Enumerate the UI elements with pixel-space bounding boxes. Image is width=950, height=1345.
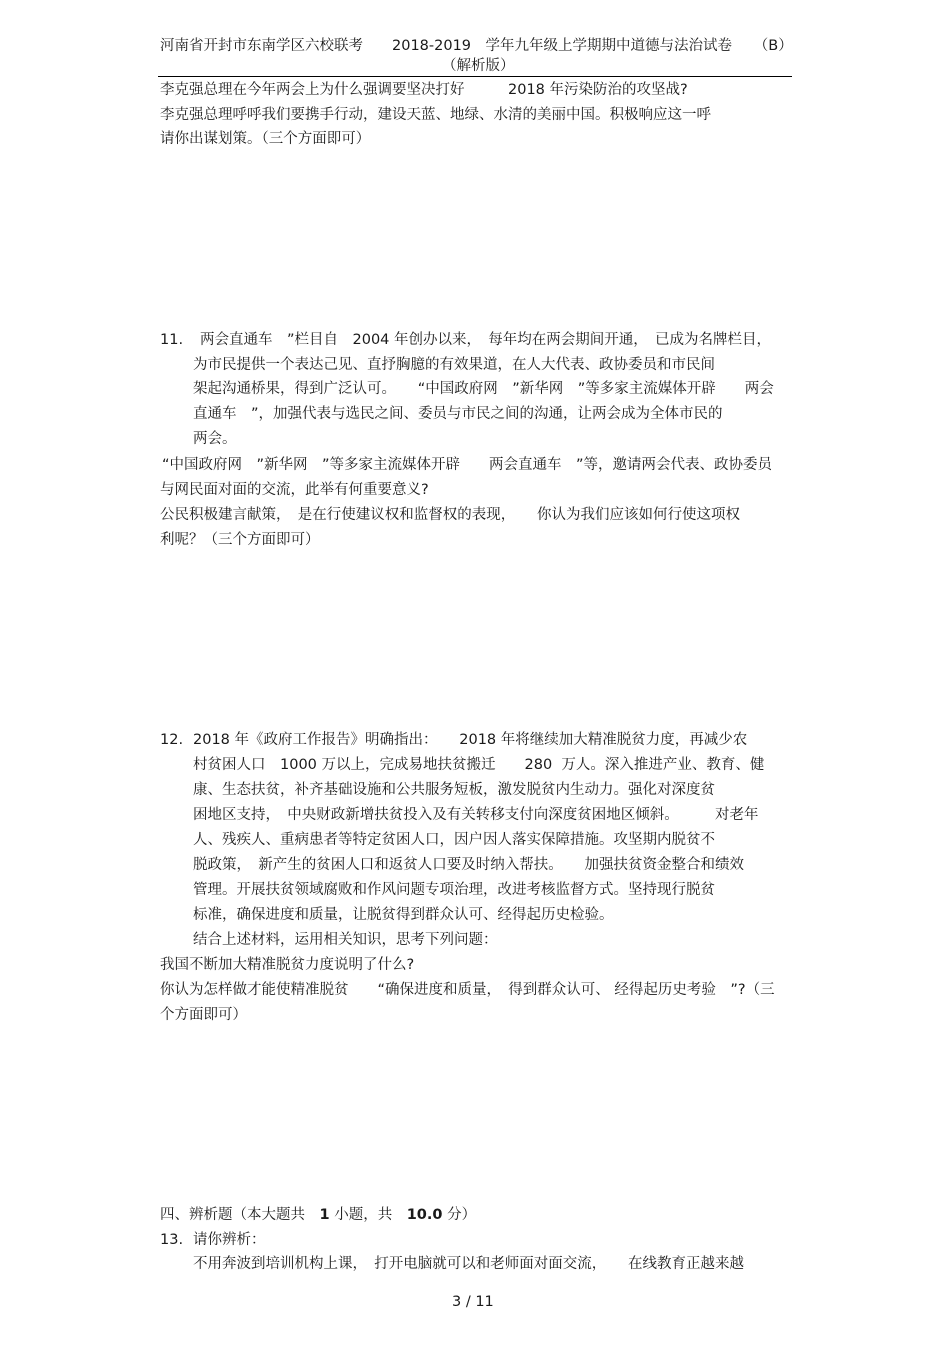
q12-number: 12. xyxy=(160,732,184,748)
section-question-count: 1 xyxy=(319,1207,330,1223)
q12-para-line1: 2018 年《政府工作报告》明确指出： 2018 年将继续加大精准脱贫力度，再减少农 xyxy=(193,732,748,748)
q13-para-line1: 不用奔波到培训机构上课， 打开电脑就可以和老师面对面交流， 在线教育正越来越 xyxy=(193,1256,744,1272)
q10-sub2-line1: 李克强总理呼呼我们要携手行动，建设天蓝、地绿、水清的美丽中国。积极响应这一呼 xyxy=(160,107,711,123)
q11-sub1-line2: 与网民面对面的交流，此举有何重要意义? xyxy=(160,482,429,498)
q12-sub2-line1: 你认为怎样做才能使精准脱贫 “确保进度和质量， 得到群众认可、 经得起历史考验 ”?（三 xyxy=(160,982,775,998)
section-heading-middle: 小题，共 xyxy=(329,1207,407,1223)
q11-para-line4: 直通车 ”，加强代表与选民之间、委员与市民之间的沟通，让两会成为全体市民的 xyxy=(193,406,723,422)
q11-para-line3: 架起沟通桥果，得到广泛认可。 “中国政府网 ”新华网 ”等多家主流媒体开辟 两会 xyxy=(193,381,774,397)
q12-para-line2: 村贫困人口 1000 万以上，完成易地扶贫搬迁 280 万人。深入推进产业、教育、健 xyxy=(193,757,765,773)
q10-sub1: 李克强总理在今年两会上为什么强调要坚决打好 2018 年污染防治的攻坚战? xyxy=(160,82,688,98)
q13-prompt: 请你辨析： xyxy=(193,1232,266,1248)
q12-sub2-line2: 个方面即可） xyxy=(160,1007,247,1023)
q11-sub1-line1: “中国政府网 ”新华网 ”等多家主流媒体开辟 两会直通车 ”等，邀请两会代表、政协委员 xyxy=(162,457,773,473)
q12-para-line6: 脱政策， 新产生的贫困人口和返贫人口要及时纳入帮扶。 加强扶贫资金整合和绩效 xyxy=(193,857,744,873)
q13-number: 13. xyxy=(160,1232,184,1248)
q12-para-line5: 人、残疾人、重病患者等特定贫困人口，因户因人落实保障措施。攻坚期内脱贫不 xyxy=(193,832,715,848)
q11-para-line2: 为市民提供一个表达己见、直抒胸臆的有效果道，在人大代表、政协委员和市民间 xyxy=(193,357,715,373)
page-number: 3 / 11 xyxy=(452,1294,494,1310)
q11-para-line5: 两会。 xyxy=(193,431,237,447)
q11-number: 11. xyxy=(160,332,184,348)
q12-sub1: 我国不断加大精准脱贫力度说明了什么? xyxy=(160,957,415,973)
q12-para-line7: 管理。开展扶贫领域腐败和作风问题专项治理，改进考核监督方式。坚持现行脱贫 xyxy=(193,882,715,898)
header-rule xyxy=(158,76,792,77)
header-title: 河南省开封市东南学区六校联考 2018-2019 学年九年级上学期期中道德与法治试卷 （B） xyxy=(160,38,793,54)
q11-para-line1: 两会直通车 ”栏目自 2004 年创办以来， 每年均在两会期间开通， 已成为名牌栏目， xyxy=(200,332,772,348)
section-total-score: 10.0 xyxy=(406,1207,443,1223)
section-heading xyxy=(160,1205,476,1225)
section-heading-prefix: 四、辨析题（本大题共 xyxy=(160,1207,320,1223)
header-subtitle: （解析版） xyxy=(442,58,515,74)
q12-para-line3: 康、生态扶贫，补齐基础设施和公共服务短板，激发脱贫内生动力。强化对深度贫 xyxy=(193,782,715,798)
q11-sub2-line1: 公民积极建言献策， 是在行使建议权和监督权的表现， 你认为我们应该如何行使这项权 xyxy=(160,507,740,523)
q11-sub2-line2: 利呢？（三个方面即可） xyxy=(160,532,320,548)
q10-sub2-line2: 请你出谋划策。（三个方面即可） xyxy=(160,131,371,147)
q12-para-line8: 标准，确保进度和质量，让脱贫得到群众认可、经得起历史检验。 xyxy=(193,907,614,923)
q12-instruction: 结合上述材料，运用相关知识，思考下列问题： xyxy=(193,932,498,948)
q12-para-line4: 困地区支持， 中央财政新增扶贫投入及有关转移支付向深度贫困地区倾斜。 对老年 xyxy=(193,807,759,823)
section-heading-suffix: 分） xyxy=(442,1207,477,1223)
